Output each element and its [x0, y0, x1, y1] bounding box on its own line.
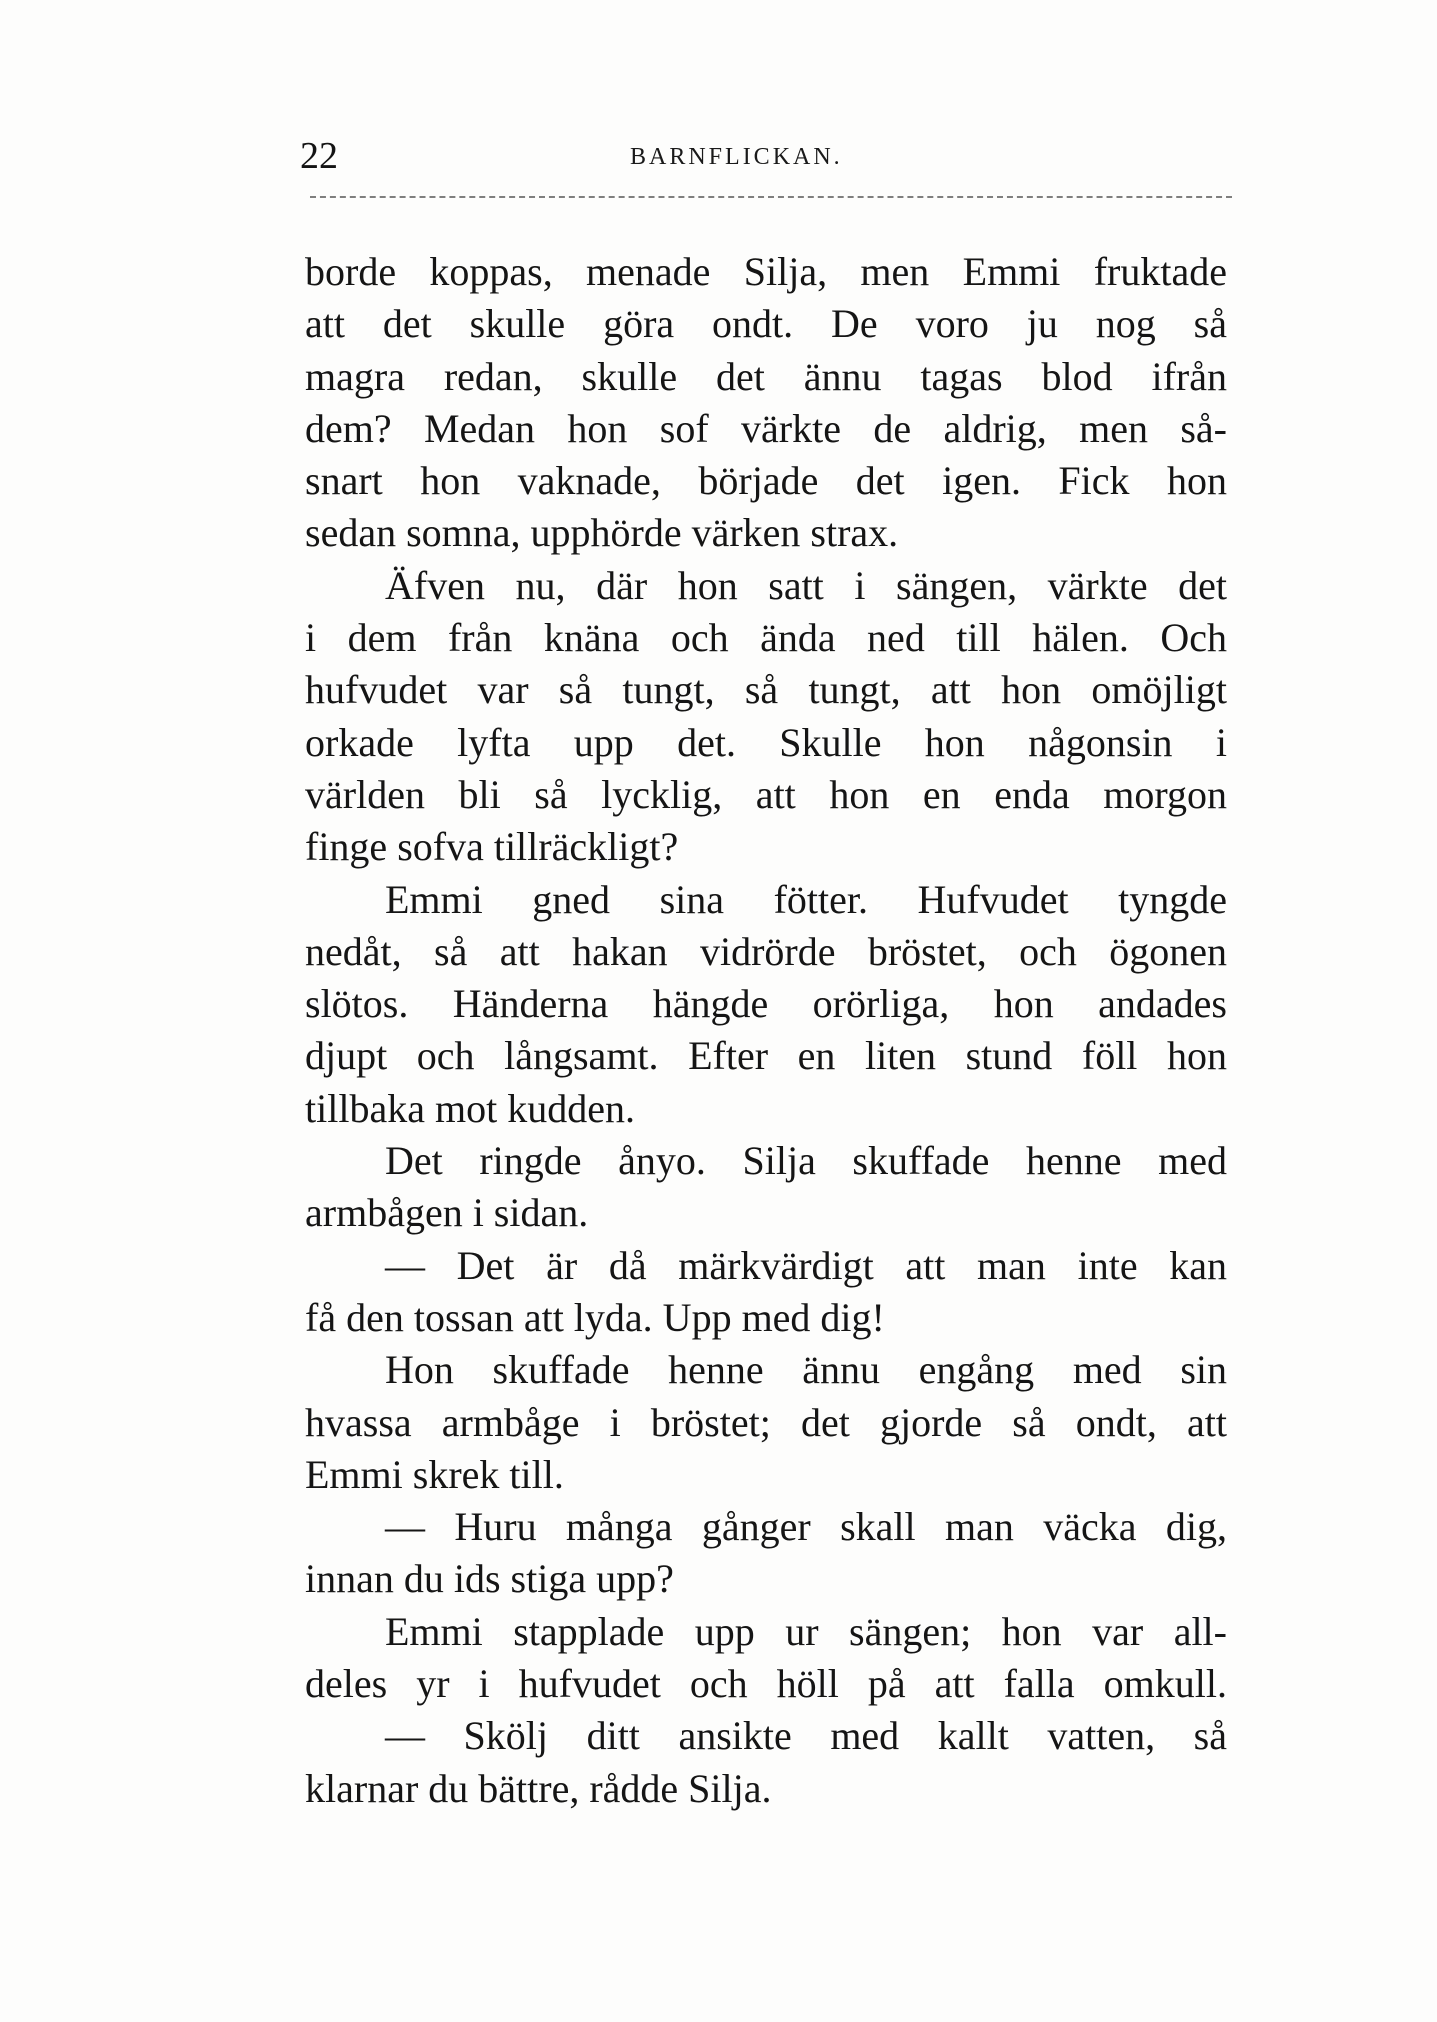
text-line: orkade lyfta upp det. Skulle hon någonsin i — [305, 719, 1227, 765]
text-line: armbågen i sidan. — [305, 1190, 589, 1236]
text-line: — Det är då märkvärdigt att man inte kan — [385, 1242, 1227, 1288]
text-line: i dem från knäna och ända ned till hälen. Och — [305, 615, 1227, 661]
text-line: magra redan, skulle det ännu tagas blod ifrån — [305, 353, 1227, 399]
text-line: Emmi stapplade upp ur sängen; hon var all- — [385, 1608, 1227, 1654]
text-line: dem? Medan hon sof värkte de aldrig, men så- — [305, 405, 1227, 451]
text-line: snart hon vaknade, började det igen. Fick hon — [305, 458, 1227, 504]
text-line: få den tossan att lyda. Upp med dig! — [305, 1294, 885, 1340]
body-text — [305, 246, 1227, 1815]
text-line: Det ringde ånyo. Silja skuffade henne med — [385, 1138, 1227, 1184]
text-line: Äfven nu, där hon satt i sängen, värkte det — [385, 562, 1227, 608]
text-line: hufvudet var så tungt, så tungt, att hon omöjligt — [305, 667, 1227, 713]
text-line: — Skölj ditt ansikte med kallt vatten, så — [385, 1713, 1227, 1759]
header-rule — [310, 196, 1232, 198]
text-line: — Huru många gånger skall man väcka dig, — [385, 1504, 1227, 1550]
text-line: att det skulle göra ondt. De voro ju nog så — [305, 301, 1227, 347]
text-line: nedåt, så att hakan vidrörde bröstet, och ögonen — [305, 928, 1227, 974]
text-line: Emmi skrek till. — [305, 1451, 564, 1497]
text-line: världen bli så lycklig, att hon en enda morgon — [305, 771, 1227, 817]
page-number: 22 — [300, 135, 338, 177]
text-line: innan du ids stiga upp? — [305, 1556, 674, 1602]
text-line: Hon skuffade henne ännu engång med sin — [385, 1347, 1227, 1393]
text-line: tillbaka mot kudden. — [305, 1085, 635, 1131]
text-line: sedan somna, upphörde värken strax. — [305, 510, 899, 556]
text-line: slötos. Händerna hängde orörliga, hon andades — [305, 981, 1227, 1027]
text-line: hvassa armbåge i bröstet; det gjorde så ondt, att — [305, 1399, 1227, 1445]
text-line: djupt och långsamt. Efter en liten stund föll hon — [305, 1033, 1227, 1079]
page-header — [300, 132, 1235, 192]
text-line: borde koppas, menade Silja, men Emmi fruktade — [305, 249, 1227, 294]
text-line: deles yr i hufvudet och höll på att falla omkull. — [305, 1661, 1227, 1707]
text-line: Emmi gned sina fötter. Hufvudet tyngde — [385, 876, 1227, 922]
running-title: BARNFLICKAN. — [630, 144, 843, 170]
text-line: finge sofva tillräckligt? — [305, 824, 679, 870]
text-line: klarnar du bättre, rådde Silja. — [305, 1765, 772, 1811]
